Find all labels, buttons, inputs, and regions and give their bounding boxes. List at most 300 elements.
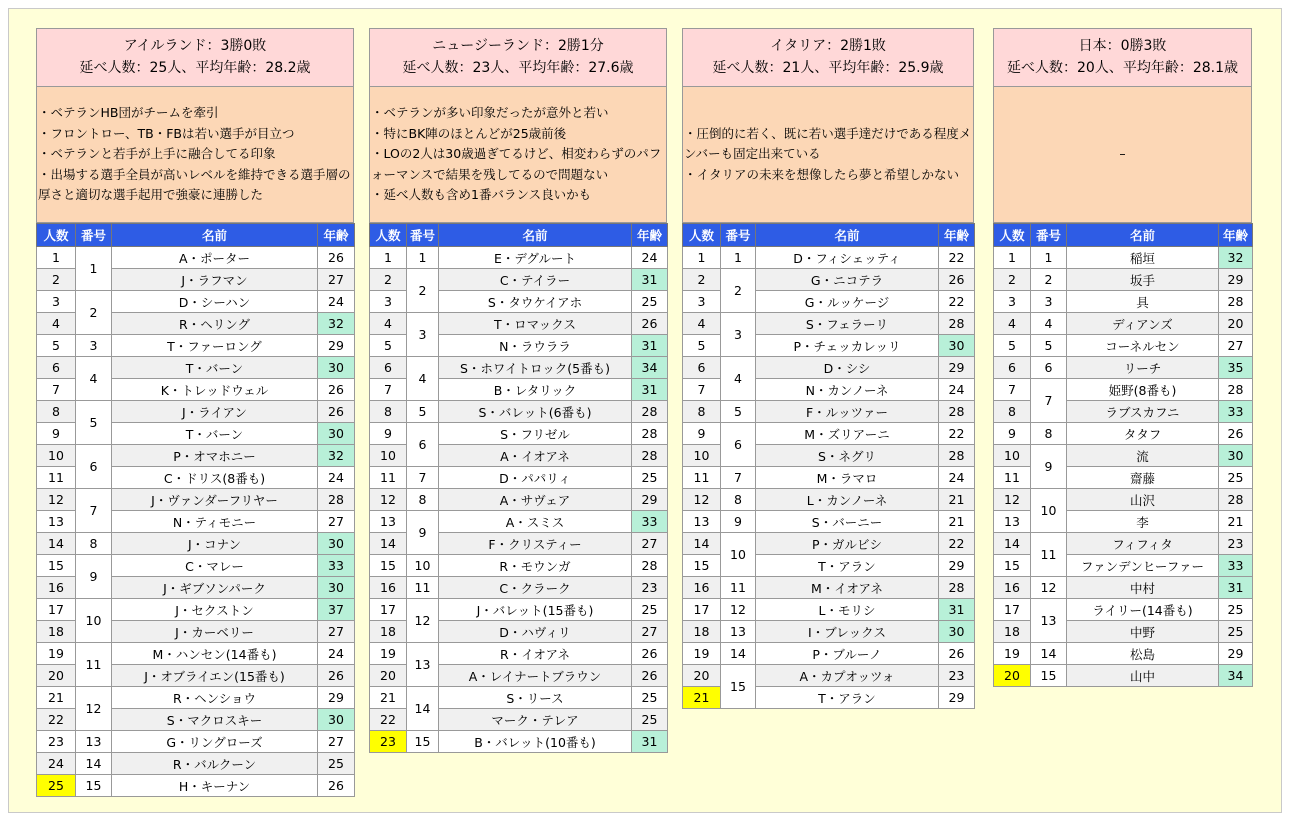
age-cell: 26 xyxy=(632,665,668,687)
jersey-number-cell: 9 xyxy=(721,511,756,533)
player-name-cell: 中村 xyxy=(1067,577,1219,599)
age-cell: 28 xyxy=(632,401,668,423)
player-name-cell: G・ニコテラ xyxy=(756,269,939,291)
age-cell: 28 xyxy=(632,423,668,445)
player-name-cell: S・フリゼル xyxy=(439,423,632,445)
player-name-cell: P・チェッカレッリ xyxy=(756,335,939,357)
age-cell: 24 xyxy=(632,247,668,269)
team-stats: 延べ人数：25人、平均年齢：28.2歳 xyxy=(79,60,311,76)
roster-table xyxy=(369,223,668,753)
jersey-number-cell: 5 xyxy=(721,401,756,423)
player-name-cell: F・クリスティー xyxy=(439,533,632,555)
jersey-number-cell: 2 xyxy=(76,291,112,335)
team-panel xyxy=(682,28,974,709)
player-name-cell: N・カンノーネ xyxy=(756,379,939,401)
note-line: ・圧倒的に若く、既に若い選手達だけである程度メンバーも固定出来ている xyxy=(684,125,972,162)
count-cell: 20 xyxy=(37,665,76,687)
table-row xyxy=(370,401,668,423)
jersey-number-cell: 11 xyxy=(721,577,756,599)
table-row xyxy=(370,577,668,599)
table-row xyxy=(994,335,1253,357)
jersey-number-cell: 1 xyxy=(76,247,112,291)
jersey-number-cell: 1 xyxy=(721,247,756,269)
player-name-cell: R・ヘリング xyxy=(112,313,318,335)
age-cell: 28 xyxy=(1219,291,1253,313)
jersey-number-cell: 15 xyxy=(76,775,112,797)
age-cell: 25 xyxy=(632,291,668,313)
age-cell: 31 xyxy=(632,731,668,753)
player-name-cell: M・ラマロ xyxy=(756,467,939,489)
count-cell: 17 xyxy=(683,599,721,621)
player-name-cell: G・ルッケージ xyxy=(756,291,939,313)
player-name-cell: A・スミス xyxy=(439,511,632,533)
jersey-number-cell: 8 xyxy=(76,533,112,555)
age-cell: 29 xyxy=(939,687,975,709)
team-notes xyxy=(36,87,354,223)
team-title: イタリア：2勝1敗 xyxy=(770,38,886,54)
player-name-cell: N・ティモニー xyxy=(112,511,318,533)
player-name-cell: I・ブレックス xyxy=(756,621,939,643)
player-name-cell: D・ハヴィリ xyxy=(439,621,632,643)
player-name-cell: C・テイラー xyxy=(439,269,632,291)
table-row xyxy=(683,577,975,599)
count-cell: 16 xyxy=(683,577,721,599)
count-cell: 20 xyxy=(683,665,721,687)
player-name-cell: ファンデンヒーファー xyxy=(1067,555,1219,577)
player-name-cell: D・フィシェッティ xyxy=(756,247,939,269)
age-cell: 27 xyxy=(318,731,355,753)
age-cell: 31 xyxy=(939,599,975,621)
age-cell: 21 xyxy=(939,511,975,533)
jersey-number-cell: 15 xyxy=(407,731,439,753)
player-name-cell: T・ファーロング xyxy=(112,335,318,357)
age-cell: 30 xyxy=(318,577,355,599)
team-notes xyxy=(682,87,974,223)
jersey-number-cell: 5 xyxy=(407,401,439,423)
age-cell: 30 xyxy=(939,621,975,643)
note-line: – xyxy=(1119,146,1126,162)
count-cell: 5 xyxy=(37,335,76,357)
age-cell: 21 xyxy=(939,489,975,511)
age-cell: 21 xyxy=(1219,511,1253,533)
count-cell: 6 xyxy=(994,357,1031,379)
col-header-age: 年齢 xyxy=(632,224,668,247)
count-cell: 3 xyxy=(994,291,1031,313)
table-row xyxy=(683,401,975,423)
count-cell: 11 xyxy=(37,467,76,489)
count-cell: 16 xyxy=(994,577,1031,599)
player-name-cell: 齋藤 xyxy=(1067,467,1219,489)
count-cell: 6 xyxy=(37,357,76,379)
count-cell: 7 xyxy=(994,379,1031,401)
team-header xyxy=(369,28,667,87)
count-cell: 16 xyxy=(370,577,407,599)
table-row xyxy=(370,687,668,709)
player-name-cell: D・シーハン xyxy=(112,291,318,313)
jersey-number-cell: 12 xyxy=(407,599,439,643)
age-cell: 30 xyxy=(939,335,975,357)
count-cell: 10 xyxy=(683,445,721,467)
age-cell: 25 xyxy=(632,709,668,731)
count-cell: 3 xyxy=(370,291,407,313)
team-title: アイルランド：3勝0敗 xyxy=(123,38,267,54)
table-row xyxy=(37,555,355,577)
jersey-number-cell: 5 xyxy=(1031,335,1067,357)
count-cell: 13 xyxy=(37,511,76,533)
player-name-cell: ラブスカフニ xyxy=(1067,401,1219,423)
count-cell: 18 xyxy=(994,621,1031,643)
table-row xyxy=(370,599,668,621)
age-cell: 30 xyxy=(318,533,355,555)
note-line: ・フロントロー、TB・FBは若い選手が目立つ xyxy=(38,125,295,141)
age-cell: 25 xyxy=(632,599,668,621)
team-notes xyxy=(369,87,667,223)
jersey-number-cell: 4 xyxy=(721,357,756,401)
count-cell: 1 xyxy=(994,247,1031,269)
jersey-number-cell: 4 xyxy=(76,357,112,401)
jersey-number-cell: 2 xyxy=(1031,269,1067,291)
jersey-number-cell: 6 xyxy=(76,445,112,489)
age-cell: 26 xyxy=(318,775,355,797)
player-name-cell: J・カーベリー xyxy=(112,621,318,643)
player-name-cell: C・ドリス(8番も) xyxy=(112,467,318,489)
jersey-number-cell: 6 xyxy=(407,423,439,467)
age-cell: 37 xyxy=(318,599,355,621)
table-row xyxy=(994,445,1253,467)
jersey-number-cell: 3 xyxy=(721,313,756,357)
player-name-cell: 李 xyxy=(1067,511,1219,533)
player-name-cell: K・トレッドウェル xyxy=(112,379,318,401)
team-stats: 延べ人数：20人、平均年齢：28.1歳 xyxy=(1007,60,1238,76)
table-row xyxy=(37,775,355,797)
player-name-cell: B・バレット(10番も) xyxy=(439,731,632,753)
jersey-number-cell: 8 xyxy=(407,489,439,511)
player-name-cell: A・レイナートブラウン xyxy=(439,665,632,687)
col-header-age: 年齢 xyxy=(318,224,355,247)
count-cell: 12 xyxy=(994,489,1031,511)
age-cell: 24 xyxy=(318,643,355,665)
table-row xyxy=(683,357,975,379)
player-name-cell: J・コナン xyxy=(112,533,318,555)
player-name-cell: P・ガルビシ xyxy=(756,533,939,555)
count-cell: 18 xyxy=(37,621,76,643)
count-cell: 20 xyxy=(370,665,407,687)
count-cell: 19 xyxy=(683,643,721,665)
age-cell: 30 xyxy=(318,423,355,445)
age-cell: 25 xyxy=(1219,467,1253,489)
team-stats: 延べ人数：23人、平均年齢：27.6歳 xyxy=(402,60,634,76)
count-cell: 21 xyxy=(370,687,407,709)
count-cell: 2 xyxy=(994,269,1031,291)
jersey-number-cell: 14 xyxy=(407,687,439,731)
count-cell: 6 xyxy=(370,357,407,379)
player-name-cell: J・ラフマン xyxy=(112,269,318,291)
age-cell: 26 xyxy=(939,643,975,665)
age-cell: 28 xyxy=(1219,489,1253,511)
table-row xyxy=(683,621,975,643)
team-header xyxy=(993,28,1252,87)
table-row xyxy=(994,247,1253,269)
jersey-number-cell: 14 xyxy=(76,753,112,775)
age-cell: 25 xyxy=(632,467,668,489)
jersey-number-cell: 10 xyxy=(76,599,112,643)
count-cell: 14 xyxy=(683,533,721,555)
roster-table xyxy=(36,223,355,797)
jersey-number-cell: 12 xyxy=(721,599,756,621)
table-row xyxy=(37,335,355,357)
jersey-number-cell: 4 xyxy=(407,357,439,401)
table-row xyxy=(37,489,355,511)
count-cell: 13 xyxy=(994,511,1031,533)
team-panel xyxy=(369,28,667,753)
age-cell: 30 xyxy=(1219,445,1253,467)
count-cell: 4 xyxy=(37,313,76,335)
roster-table xyxy=(682,223,975,709)
table-row xyxy=(683,247,975,269)
count-cell: 14 xyxy=(994,533,1031,555)
col-header-name: 名前 xyxy=(439,224,632,247)
count-cell: 5 xyxy=(683,335,721,357)
table-row xyxy=(994,489,1253,511)
jersey-number-cell: 15 xyxy=(1031,665,1067,687)
roster-table xyxy=(993,223,1253,687)
age-cell: 31 xyxy=(632,269,668,291)
player-name-cell: フィフィタ xyxy=(1067,533,1219,555)
table-row xyxy=(994,599,1253,621)
player-name-cell: T・アラン xyxy=(756,687,939,709)
count-cell: 9 xyxy=(683,423,721,445)
col-header-count: 人数 xyxy=(37,224,76,247)
table-row xyxy=(37,291,355,313)
count-cell: 13 xyxy=(683,511,721,533)
player-name-cell: 稲垣 xyxy=(1067,247,1219,269)
table-row xyxy=(683,599,975,621)
age-cell: 27 xyxy=(632,533,668,555)
player-name-cell: S・マクロスキー xyxy=(112,709,318,731)
table-row xyxy=(994,357,1253,379)
age-cell: 29 xyxy=(318,687,355,709)
jersey-number-cell: 9 xyxy=(76,555,112,599)
note-line: ・出場する選手全員が高いレベルを維持できる選手層の厚さと適切な選手起用で強豪に連勝した xyxy=(38,166,351,203)
count-cell: 10 xyxy=(994,445,1031,467)
player-name-cell: S・フェラーリ xyxy=(756,313,939,335)
age-cell: 26 xyxy=(318,247,355,269)
count-cell: 22 xyxy=(370,709,407,731)
player-name-cell: R・ヘンショウ xyxy=(112,687,318,709)
jersey-number-cell: 1 xyxy=(1031,247,1067,269)
count-cell: 11 xyxy=(370,467,407,489)
age-cell: 20 xyxy=(1219,313,1253,335)
count-cell: 24 xyxy=(37,753,76,775)
count-cell: 8 xyxy=(994,401,1031,423)
table-row xyxy=(370,555,668,577)
count-cell: 10 xyxy=(370,445,407,467)
jersey-number-cell: 13 xyxy=(721,621,756,643)
player-name-cell: T・バーン xyxy=(112,357,318,379)
col-header-name: 名前 xyxy=(1067,224,1219,247)
jersey-number-cell: 7 xyxy=(1031,379,1067,423)
player-name-cell: N・ラウララ xyxy=(439,335,632,357)
count-cell: 21 xyxy=(683,687,721,709)
player-name-cell: R・モウンガ xyxy=(439,555,632,577)
col-header-name: 名前 xyxy=(756,224,939,247)
age-cell: 29 xyxy=(1219,269,1253,291)
player-name-cell: H・キーナン xyxy=(112,775,318,797)
count-cell: 14 xyxy=(370,533,407,555)
count-cell: 1 xyxy=(370,247,407,269)
table-row xyxy=(37,731,355,753)
player-name-cell: A・ポーター xyxy=(112,247,318,269)
count-cell: 1 xyxy=(37,247,76,269)
jersey-number-cell: 14 xyxy=(721,643,756,665)
team-header xyxy=(682,28,974,87)
team-stats: 延べ人数：21人、平均年齢：25.9歳 xyxy=(712,60,944,76)
table-row xyxy=(370,643,668,665)
player-name-cell: C・マレー xyxy=(112,555,318,577)
count-cell: 19 xyxy=(994,643,1031,665)
age-cell: 25 xyxy=(1219,599,1253,621)
player-name-cell: S・バレット(6番も) xyxy=(439,401,632,423)
jersey-number-cell: 5 xyxy=(76,401,112,445)
player-name-cell: マーク・テレア xyxy=(439,709,632,731)
count-cell: 12 xyxy=(37,489,76,511)
age-cell: 26 xyxy=(318,401,355,423)
jersey-number-cell: 14 xyxy=(1031,643,1067,665)
count-cell: 15 xyxy=(37,555,76,577)
count-cell: 4 xyxy=(994,313,1031,335)
col-header-number: 番号 xyxy=(76,224,112,247)
count-cell: 23 xyxy=(370,731,407,753)
jersey-number-cell: 7 xyxy=(76,489,112,533)
jersey-number-cell: 15 xyxy=(721,665,756,709)
age-cell: 30 xyxy=(318,709,355,731)
age-cell: 33 xyxy=(318,555,355,577)
count-cell: 4 xyxy=(370,313,407,335)
count-cell: 3 xyxy=(37,291,76,313)
age-cell: 28 xyxy=(632,445,668,467)
age-cell: 27 xyxy=(632,621,668,643)
count-cell: 9 xyxy=(994,423,1031,445)
age-cell: 29 xyxy=(632,489,668,511)
age-cell: 26 xyxy=(318,665,355,687)
jersey-number-cell: 9 xyxy=(407,511,439,555)
age-cell: 28 xyxy=(939,313,975,335)
col-header-name: 名前 xyxy=(112,224,318,247)
age-cell: 32 xyxy=(318,445,355,467)
count-cell: 1 xyxy=(683,247,721,269)
jersey-number-cell: 7 xyxy=(407,467,439,489)
player-name-cell: M・ズリアーニ xyxy=(756,423,939,445)
table-row xyxy=(683,467,975,489)
player-name-cell: G・リングローズ xyxy=(112,731,318,753)
table-row xyxy=(994,643,1253,665)
count-cell: 17 xyxy=(370,599,407,621)
age-cell: 23 xyxy=(632,577,668,599)
player-name-cell: タタフ xyxy=(1067,423,1219,445)
player-name-cell: J・バレット(15番も) xyxy=(439,599,632,621)
col-header-number: 番号 xyxy=(1031,224,1067,247)
age-cell: 22 xyxy=(939,533,975,555)
age-cell: 27 xyxy=(318,621,355,643)
count-cell: 2 xyxy=(683,269,721,291)
table-row xyxy=(683,511,975,533)
note-line: ・イタリアの未来を想像したら夢と希望しかない xyxy=(684,166,960,182)
age-cell: 25 xyxy=(318,753,355,775)
count-cell: 7 xyxy=(37,379,76,401)
player-name-cell: S・ネグリ xyxy=(756,445,939,467)
note-line: ・ベテランと若手が上手に融合してる印象 xyxy=(38,146,276,162)
age-cell: 29 xyxy=(318,335,355,357)
player-name-cell: コーネルセン xyxy=(1067,335,1219,357)
team-panel xyxy=(36,28,354,797)
count-cell: 19 xyxy=(37,643,76,665)
player-name-cell: リーチ xyxy=(1067,357,1219,379)
table-row xyxy=(370,423,668,445)
team-title: ニュージーランド：2勝1分 xyxy=(432,38,604,54)
player-name-cell: L・カンノーネ xyxy=(756,489,939,511)
age-cell: 24 xyxy=(939,379,975,401)
age-cell: 32 xyxy=(318,313,355,335)
age-cell: 28 xyxy=(939,401,975,423)
player-name-cell: D・シシ xyxy=(756,357,939,379)
player-name-cell: B・レタリック xyxy=(439,379,632,401)
table-row xyxy=(683,489,975,511)
count-cell: 8 xyxy=(37,401,76,423)
player-name-cell: 松島 xyxy=(1067,643,1219,665)
table-row xyxy=(994,665,1253,687)
table-row xyxy=(994,269,1253,291)
age-cell: 31 xyxy=(632,335,668,357)
count-cell: 19 xyxy=(370,643,407,665)
table-row xyxy=(370,731,668,753)
jersey-number-cell: 11 xyxy=(76,643,112,687)
age-cell: 26 xyxy=(632,313,668,335)
count-cell: 11 xyxy=(683,467,721,489)
count-cell: 3 xyxy=(683,291,721,313)
count-cell: 2 xyxy=(37,269,76,291)
team-panel xyxy=(993,28,1252,687)
age-cell: 24 xyxy=(318,467,355,489)
jersey-number-cell: 2 xyxy=(407,269,439,313)
count-cell: 12 xyxy=(683,489,721,511)
player-name-cell: R・バルクーン xyxy=(112,753,318,775)
table-row xyxy=(994,533,1253,555)
table-row xyxy=(37,643,355,665)
table-row xyxy=(370,357,668,379)
age-cell: 23 xyxy=(1219,533,1253,555)
player-name-cell: L・モリシ xyxy=(756,599,939,621)
age-cell: 34 xyxy=(1219,665,1253,687)
count-cell: 8 xyxy=(370,401,407,423)
age-cell: 32 xyxy=(1219,247,1253,269)
count-cell: 17 xyxy=(994,599,1031,621)
age-cell: 28 xyxy=(939,577,975,599)
age-cell: 31 xyxy=(1219,577,1253,599)
age-cell: 26 xyxy=(1219,423,1253,445)
age-cell: 31 xyxy=(632,379,668,401)
count-cell: 25 xyxy=(37,775,76,797)
jersey-number-cell: 13 xyxy=(407,643,439,687)
player-name-cell: J・ヴァンダーフリヤー xyxy=(112,489,318,511)
age-cell: 35 xyxy=(1219,357,1253,379)
player-name-cell: M・イオアネ xyxy=(756,577,939,599)
age-cell: 29 xyxy=(939,357,975,379)
table-row xyxy=(370,269,668,291)
count-cell: 11 xyxy=(994,467,1031,489)
jersey-number-cell: 13 xyxy=(76,731,112,753)
jersey-number-cell: 1 xyxy=(407,247,439,269)
player-name-cell: J・オブライエン(15番も) xyxy=(112,665,318,687)
